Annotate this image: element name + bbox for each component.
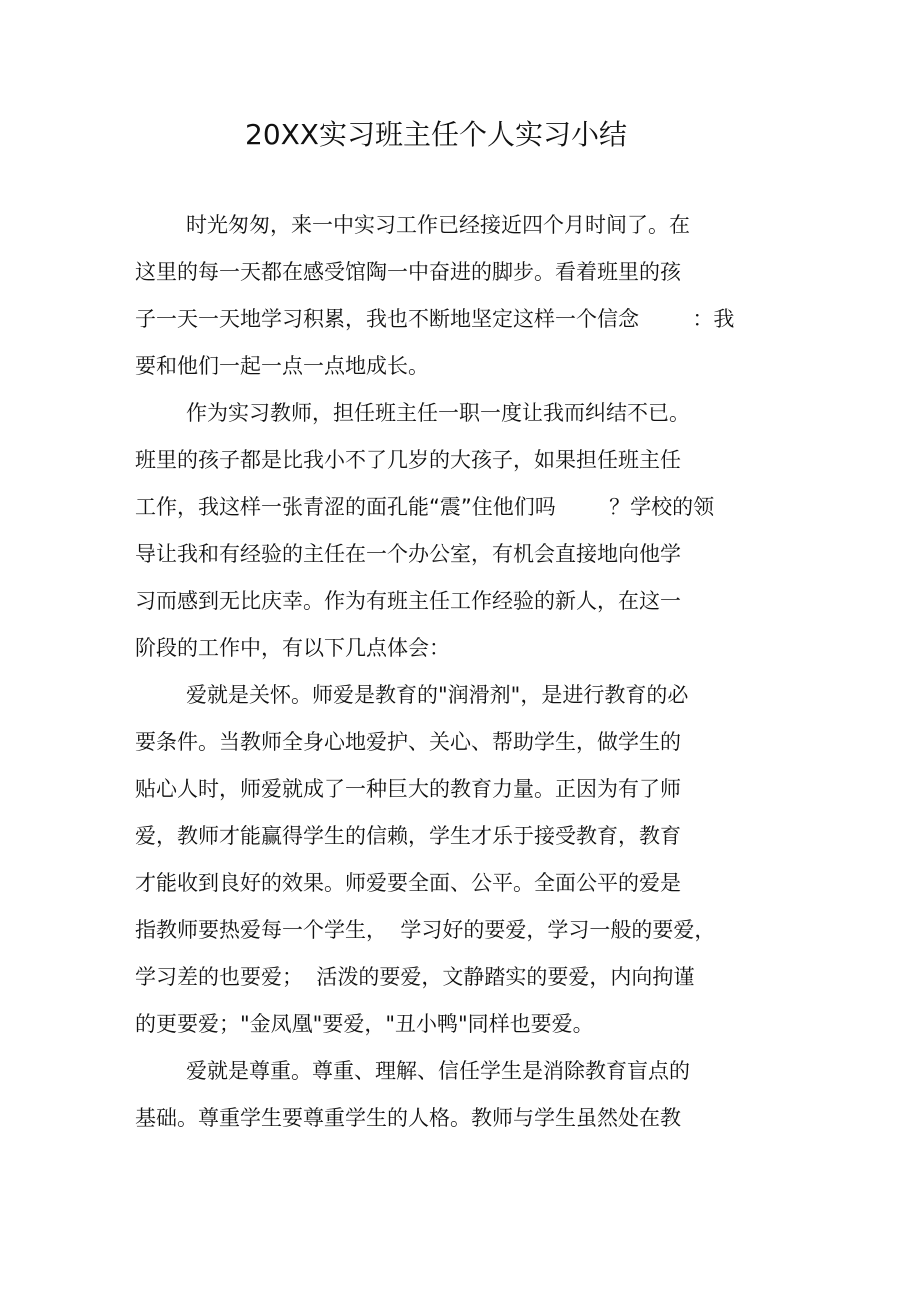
paragraph-line: 时光匆匆，来一中实习工作已经接近四个月时间了。在 [186,213,690,237]
paragraph-line: 作为实习教师，担任班主任一职一度让我而纠结不已。 [186,401,690,425]
paragraph-line: 的更要爱；"金凤凰"要爱，"丑小鸭"同样也要爱。 [135,1012,594,1036]
paragraph-line: 工作，我这样一张青涩的面孔能“震”住他们吗 ？学校的领 [135,495,715,519]
document-title: 20XX实习班主任个人实习小结 [245,118,627,151]
paragraph-line: 这里的每一天都在感受馆陶一中奋进的脚步。看着班里的孩 [135,260,681,284]
paragraph-line: 班里的孩子都是比我小不了几岁的大孩子，如果担任班主任 [135,448,681,472]
paragraph-line: 爱，教师才能赢得学生的信赖，学生才乐于接受教育，教育 [135,824,681,848]
paragraph-line: 基础。尊重学生要尊重学生的人格。教师与学生虽然处在教 [135,1106,681,1130]
paragraph-line: 习而感到无比庆幸。作为有班主任工作经验的新人，在这一 [135,589,681,613]
paragraph-line: 要和他们一起一点一点地成长。 [135,354,429,378]
paragraph-line: 才能收到良好的效果。师爱要全面、公平。全面公平的爱是 [135,871,681,895]
paragraph-line: 指教师要热爱每一个学生， 学习好的要爱，学习一般的要爱， [135,918,716,942]
paragraph-line: 阶段的工作中，有以下几点体会： [135,636,450,660]
paragraph-line: 学习差的也要爱； 活泼的要爱，文静踏实的要爱，内向拘谨 [135,965,695,989]
document-body [135,202,795,1142]
paragraph-line: 贴心人时，师爱就成了一种巨大的教育力量。正因为有了师 [135,777,681,801]
paragraph-line: 导让我和有经验的主任在一个办公室，有机会直接地向他学 [135,542,681,566]
paragraph-line: 子一天一天地学习积累，我也不断地坚定这样一个信念 ：我 [135,307,735,331]
paragraph-line: 爱就是关怀。师爱是教育的"润滑剂"，是进行教育的必 [186,683,689,707]
paragraph-line: 爱就是尊重。尊重、理解、信任学生是消除教育盲点的 [186,1059,690,1083]
paragraph-line: 要条件。当教师全身心地爱护、关心、帮助学生，做学生的 [135,730,681,754]
